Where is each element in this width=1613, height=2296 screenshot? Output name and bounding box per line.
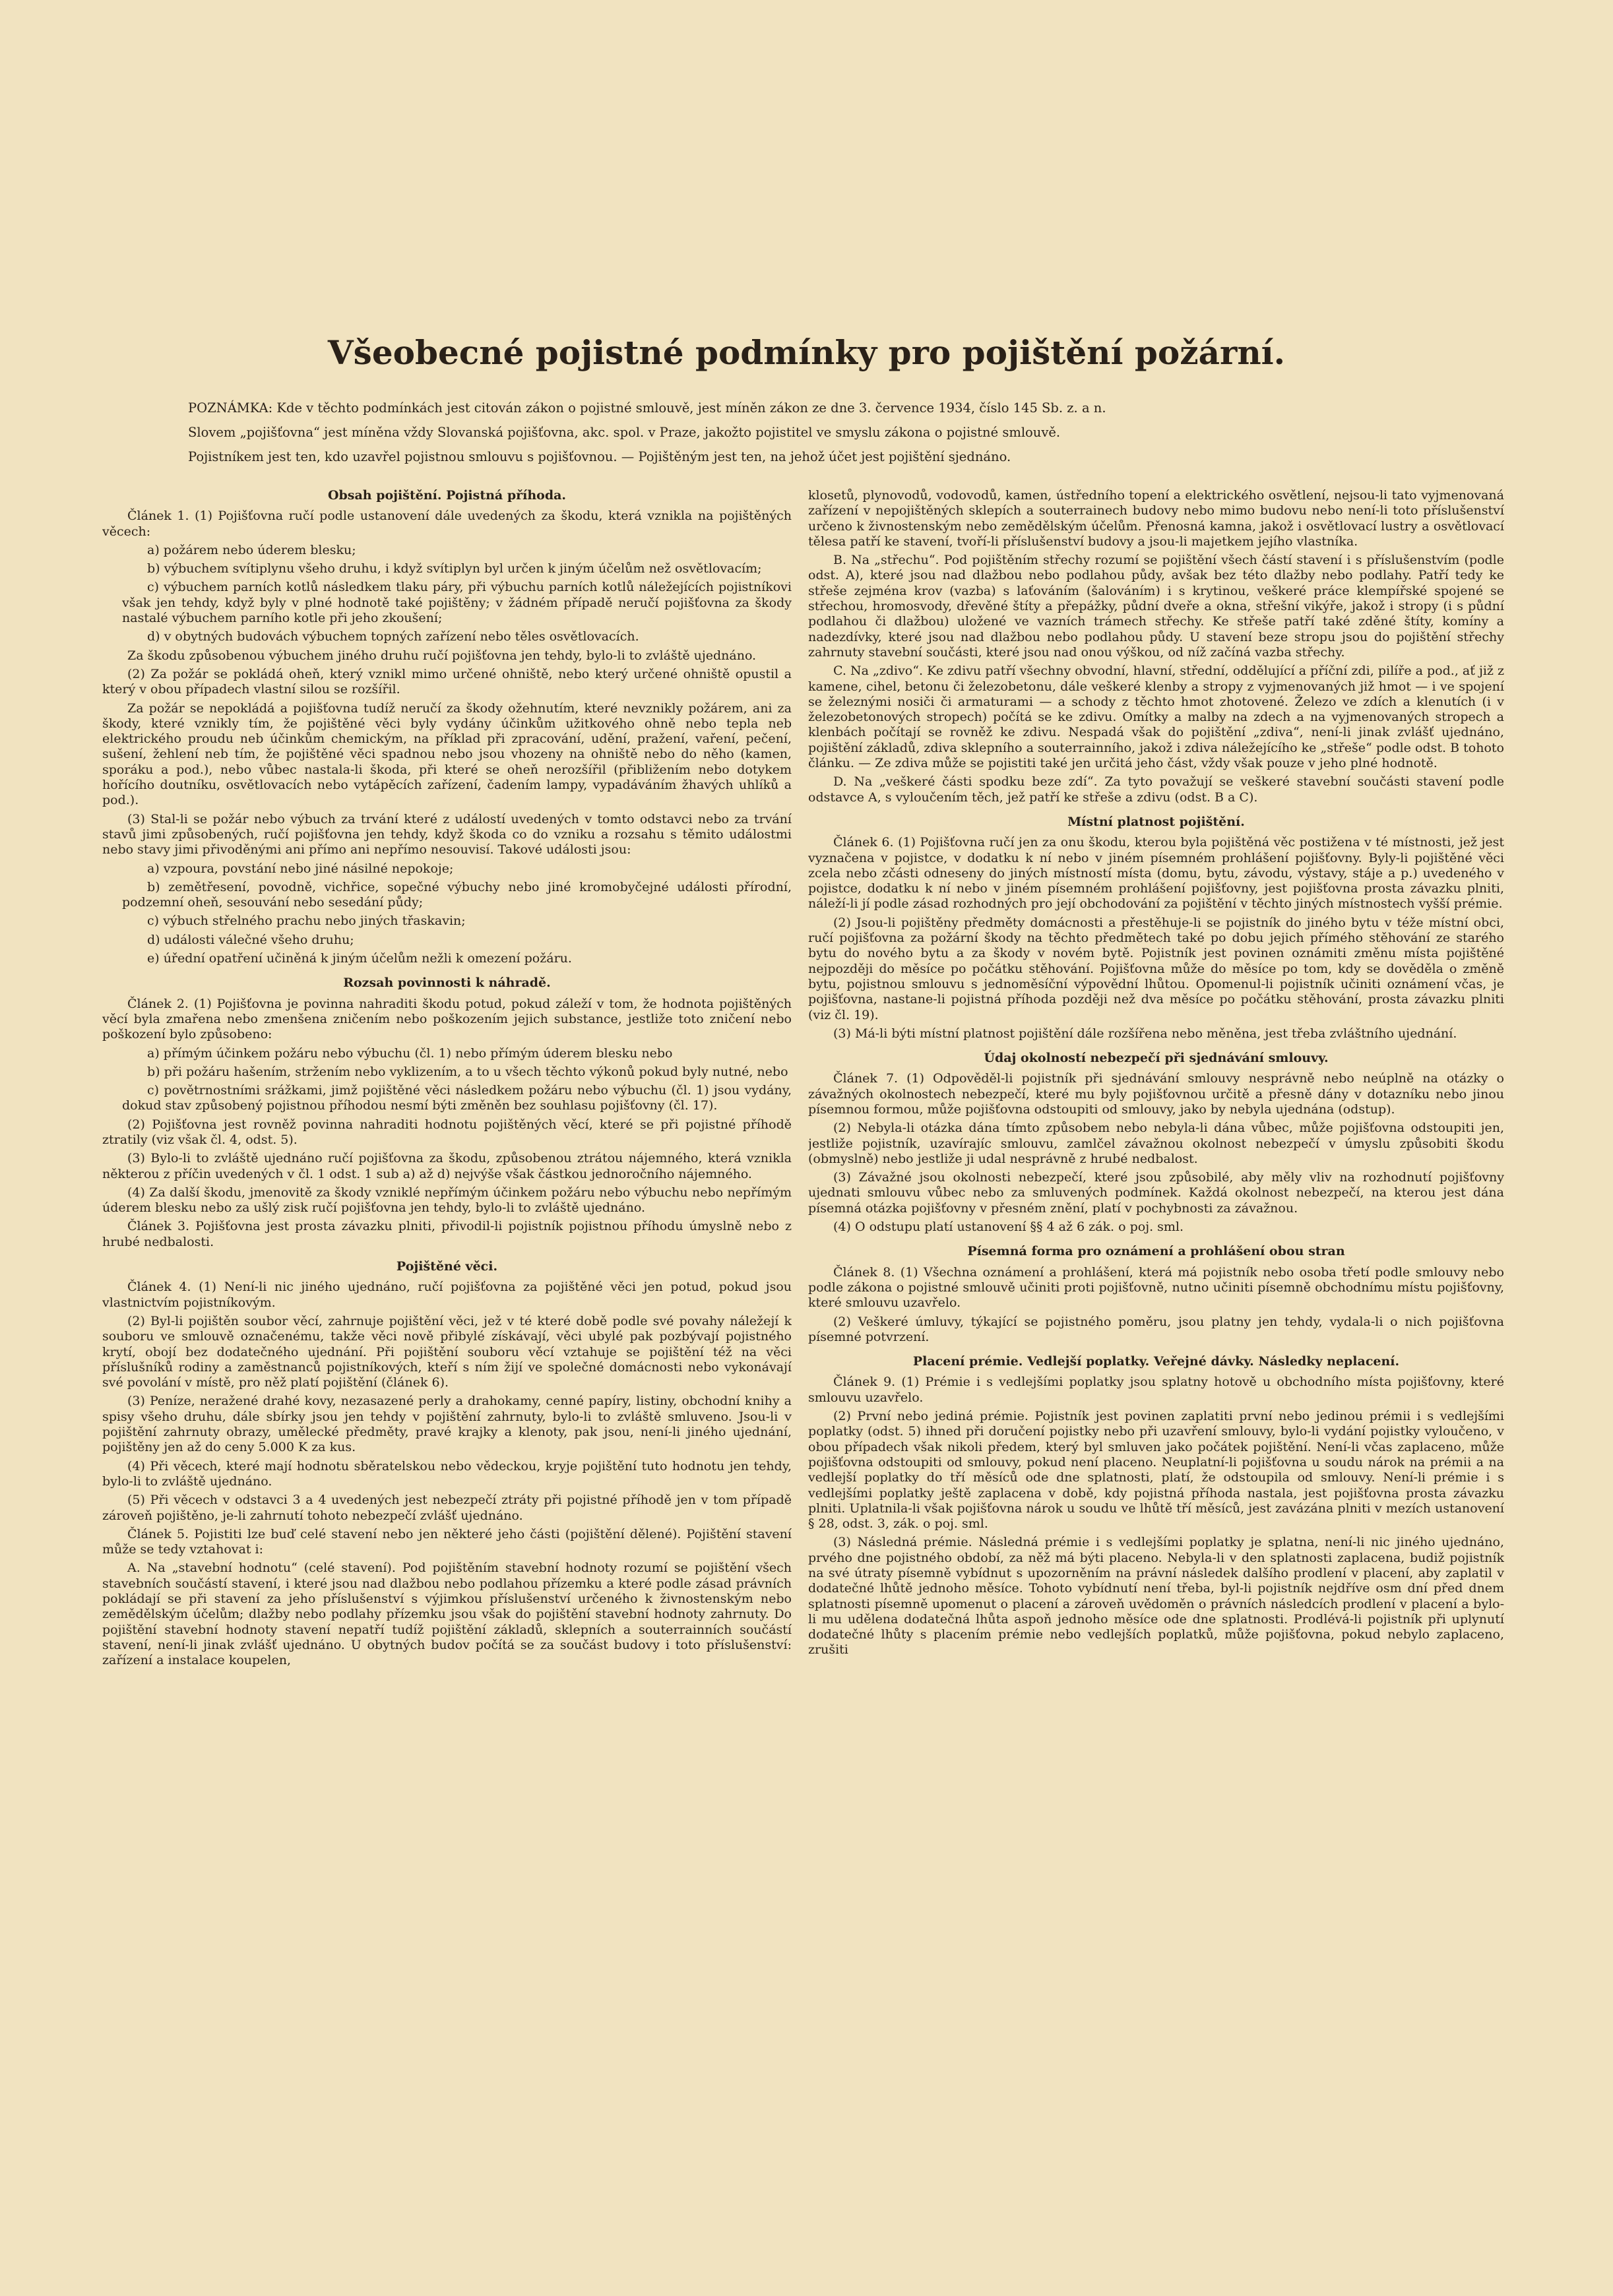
paragraph: Článek 3. Pojišťovna jest prosta závazku plniti, přivodil-li pojistník pojistnou příhodu úmyslně nebo z hrubé nedbalosti. [102,1219,792,1249]
paragraph: (3) Stal-li se požár nebo výbuch za trvání které z událostí uvedených v tomto odstavci nebo za trvání stavů jimi způsobených, ručí pojišťovna jen tehdy, když škoda co do vzniku a rozsahu s těmito událostmi nebo stavy jimi přivoděnými ani přímo ani nepřímo nesouvisí. Takové události jsou: [102,811,792,857]
section-heading: Údaj okolností nebezpečí při sjednávání smlouvy. [984,1051,1329,1066]
list-item: c) povětrnostními srážkami, jimž pojištěné věci následkem požáru nebo výbuchu (čl. 1) jsou vydány, dokud stav způsobený pojistnou příhodou nesmí býti změněn bez souhlasu pojišťovny (čl. 17). [122,1083,792,1113]
paragraph: Článek 4. (1) Není-li nic jiného ujednáno, ručí pojišťovna za pojištěné věci jen potud, pokud jsou vlastnictvím pojistníkovým. [102,1280,792,1310]
paragraph-continuation: klosetů, plynovodů, vodovodů, kamen, ústředního topení a elektrického osvětlení, nejsou-li tato vyjmenovaná zařízení v nepojištěných sklepích a souterrainech budovy nebo mimo budovu nebo není-li toto příslušenství určeno k živnostenským nebo zemědělským účelům. Přenosná kamna, jakož i osvětlovací lustry a osvětlovací tělesa patří ke stavení, tvoří-li příslušenství budovy a jsou-li majetkem jejího vlastníka. [808,488,1504,549]
list-item: b) zemětřesení, povodně, vichřice, sopečné výbuchy nebo jiné kromobyčejné události přírodní, podzemní oheň, sesouvání nebo sesedání půdy; [122,879,792,910]
paragraph: A. Na „stavební hodnotu“ (celé stavení). Pod pojištěním stavební hodnoty rozumí se pojištění všech stavebních součástí stavení, i které jsou nad dlažbou nebo podlahou přízemku a které podle zásad právních pokládají se při stavení za jeho příslušenství s výjimkou příslušenství určeného k živnostenským nebo zemědělským účelům; dlažby nebo podlahy přízemku jsou však do pojištění stavební hodnoty zahrnuty. Do pojištění stavební hodnoty stavení nepatří tudíž pojištění základů, sklepních a souterrainních součástí stavení, není-li jinak zvlášť ujednáno. U obytných budov počítá se za součást budovy i toto příslušenství: zařízení a instalace koupelen, [102,1561,792,1668]
paragraph: Článek 8. (1) Všechna oznámení a prohlášení, která má pojistník nebo osoba třetí podle smlouvy nebo podle zákona o pojistné smlouvě učiniti proti pojišťovně, nutno učiniti písemně obchodnímu místu pojišťovny, které smlouvu uzavřelo. [808,1264,1504,1311]
list-item: b) při požáru hašením, stržením nebo vyklizením, a to u všech těchto výkonů pokud byly nutné, nebo [147,1064,788,1079]
paragraph: C. Na „zdivo“. Ke zdivu patří všechny obvodní, hlavní, střední, oddělující a příční zdi, pilíře a pod., ať již z kamene, cihel, betonu či železobetonu, dále veškeré klenby a stropy z vyjmenovaných již hmot — i ve spojení se železnými nosiči či armaturami — a schody z těchto hmot zhotovené. Železo ve zdích a klenutích (i v železobetonových stropech) počítá se ke zdivu. Omítky a malby na zdech a na vyjmenovaných stropech a klenbách počítají se rovněž ke zdivu. Nespadá však do pojištění „zdiva“, není-li jinak zvlášť ujednáno, pojištění základů, zdiva sklepního a souterrainního, jakož i zdiva náležejícího ke „střeše“ podle odst. B tohoto článku. — Ze zdiva může se pojistiti také jen určitá jeho část, vždy však pouze v jeho plné hodnotě. [808,664,1504,771]
left-column [102,488,792,2269]
paragraph: (4) Při věcech, které mají hodnotu sběratelskou nebo vědeckou, kryje pojištění tuto hodnotu jen tehdy, bylo-li to zvláště ujednáno. [102,1458,792,1489]
preliminary-note [188,396,1428,475]
paragraph: Článek 2. (1) Pojišťovna je povinna nahraditi škodu potud, pokud záleží v tom, že hodnota pojištěných věcí byla zmařena nebo zmenšena zničením nebo poškozením jejich substance, jestliže toto zničení nebo poškození bylo způsobeno: [102,996,792,1042]
section-heading: Pojištěné věci. [396,1259,498,1274]
paragraph: (2) První nebo jediná prémie. Pojistník jest povinen zaplatiti první nebo jedinou prémii i s vedlejšími poplatky (odst. 5) ihned při doručení pojistky nebo při uzavření smlouvy, bylo-li vydání pojistky vyloučeno, v obou případech však nikoli předem, který byl smluven jako počátek pojištění. Není-li včas zaplaceno, může pojišťovna odstoupiti od smlouvy, pokud není placeno. Neuplatní-li pojišťovna u soudu nárok na prémii a na vedlejší poplatky do tří měsíců ode dne splatnosti, platí, že odstoupila od smlouvy. Není-li prémie i s vedlejšími poplatky ještě zaplacena v době, kdy pojistná příhoda nastala, jest pojišťovna prosta závazku plniti. Uplatnila-li však pojišťovna nárok u soudu ve lhůtě tří měsíců, jest zavázána plniti v mezích ustanovení § 28, odst. 3, zák. o poj. sml. [808,1409,1504,1532]
paragraph: Článek 7. (1) Odpověděl-li pojistník při sjednávání smlouvy nesprávně nebo neúplně na otázky o závažných okolnostech nebezpečí, které mu byly pojišťovnou určitě a přesně dány v dotazníku nebo jinou písemnou formou, může pojišťovna odstoupiti od smlouvy, jako by nebyla ujednána (odstup). [808,1071,1504,1117]
document-title: Všeobecné pojistné podmínky pro pojištění požární. [327,333,1286,372]
paragraph: (3) Závažné jsou okolnosti nebezpečí, které jsou způsobilé, aby měly vliv na rozhodnutí pojišťovny ujednati smlouvu vůbec nebo za smluvených podmínek. Každá okolnost nebezpečí, na kterou jest dána písemná otázka pojišťovny v přesném znění, platí v pochybnosti za závažnou. [808,1170,1504,1216]
right-column [808,488,1504,2269]
section-heading: Písemná forma pro oznámení a prohlášení obou stran [967,1244,1345,1259]
paragraph: (2) Pojišťovna jest rovněž povinna nahraditi hodnotu pojištěných věcí, které se při pojistné příhodě ztratily (viz však čl. 4, odst. 5). [102,1117,792,1147]
paragraph: (5) Při věcech v odstavci 3 a 4 uvedených jest nebezpečí ztráty při pojistné příhodě jen v tom případě zároveň pojištěno, je-li zahrnutí tohoto nebezpečí zvlášť ujednáno. [102,1493,792,1523]
list-item: b) výbuchem svítiplynu všeho druhu, i když svítiplyn byl určen k jiným účelům než osvětlovacím; [147,561,762,576]
list-item: c) výbuch střelného prachu nebo jiných třaskavin; [147,914,466,929]
paragraph: B. Na „střechu“. Pod pojištěním střechy rozumí se pojištění všech částí stavení i s příslušenstvím (podle odst. A), které jsou nad dlažbou nebo podlahou půdy, avšak bez této dlažby nebo podlahy. Patří tedy ke střeše zejména krov (vazba) s laťováním (šalováním) i s krytinou, veškeré práce klempířské spojené se střechou, hromosvody, dřevěné štíty a přepážky, půdní dveře a okna, střešní vikýře, jakož i stropy (i s půdní podlahou či dlažbou) uložené ve vazních trámech střechy. Ke střeše patří také zděné štíty, komíny a nadezdívky, které jsou nad dlažbou nebo podlahou půdy. U stavení beze stropu jsou do pojištění střechy zahrnuty stavební součásti, které jsou nad onou výškou, od níž začíná vazba střechy. [808,553,1504,660]
paragraph: Za požár se nepokládá a pojišťovna tudíž neručí za škody ožehnutím, které nevznikly požárem, ani za škody, které vznikly tím, že pojištěné věci byly vydány účinkům užitkového ohně nebo tepla neb elektrického proudu neb účinkům chemickým, na příklad při zpracování, udění, pražení, vaření, pečení, sušení, žehlení neb tím, že pojištěné věci spadnou nebo jsou vhozeny na ohniště nebo do něho (kamen, sporáku a pod.), nebo vůbec nastala-li škoda, při které se oheň nerozšířil (přibližením nebo dotykem hořícího doutníku, osvětlovacích nebo vytápěcích zařízení, čadením lampy, vypadáváním žhavých uhlíků a pod.). [102,700,792,808]
paragraph: (4) O odstupu platí ustanovení §§ 4 až 6 zák. o poj. sml. [833,1220,1184,1235]
list-item: d) v obytných budovách výbuchem topných zařízení nebo těles osvětlovacích. [147,629,639,644]
list-item: d) události válečné všeho druhu; [147,932,354,947]
section-heading: Obsah pojištění. Pojistná příhoda. [327,488,567,503]
paragraph: (2) Veškeré úmluvy, týkající se pojistného poměru, jsou platny jen tehdy, vydala-li o nich pojišťovna písemné potvrzení. [808,1314,1504,1344]
paragraph: (2) Nebyla-li otázka dána tímto způsobem nebo nebyla-li dána vůbec, může pojišťovna odstoupiti jen, jestliže pojistník, uzavírajíc smlouvu, zamlčel závažnou okolnost nebezpečí v úmyslu způsobiti škodu (obmyslně) nebo jestliže ji udal nesprávně z hrubé nedbalost. [808,1121,1504,1166]
list-item: a) vzpoura, povstání nebo jiné násilné nepokoje; [147,861,454,876]
paragraph: Za škodu způsobenou výbuchem jiného druhu ručí pojišťovna jen tehdy, bylo-li to zvláště ujednáno. [127,648,757,663]
list-item: e) úřední opatření učiněná k jiným účelům nežli k omezení požáru. [147,951,572,966]
paragraph: Článek 9. (1) Prémie i s vedlejšími poplatky jsou splatny hotově u obchodního místa pojišťovny, které smlouvu uzavřelo. [808,1375,1504,1405]
paragraph: (3) Bylo-li to zvláště ujednáno ručí pojišťovna za škodu, způsobenou ztrátou nájemného, která vznikla některou z příčin uvedených v čl. 1 odst. 1 sub a) až d) nejvýše však částkou jednoročního nájemného. [102,1151,792,1181]
section-heading: Rozsah povinnosti k náhradě. [343,976,551,991]
list-item: c) výbuchem parních kotlů následkem tlaku páry, při výbuchu parních kotlů náležejících pojistníkovi však jen tehdy, když byly v plné hodnotě také pojištěny; v žádném případě neručí pojišťovna za škody nastalé výbuchem parního kotle při jeho zkoušení; [122,580,792,626]
paragraph: D. Na „veškeré části spodku beze zdí“. Za tyto považují se veškeré stavební součásti stavení podle odstavce A, s vyloučením těch, jež patří ke střeše a zdivu (odst. B a C). [808,774,1504,805]
list-item: a) přímým účinkem požáru nebo výbuchu (čl. 1) nebo přímým úderem blesku nebo [147,1045,673,1061]
note-line: Pojistníkem jest ten, kdo uzavřel pojistnou smlouvu s pojišťovnou. — Pojištěným jest ten, na jehož účet jest pojištění sjednáno. [188,449,1011,464]
paragraph: Článek 1. (1) Pojišťovna ručí podle ustanovení dále uvedených za škodu, která vznikla na pojištěných věcech: [102,509,792,539]
section-heading: Placení prémie. Vedlejší poplatky. Veřejné dávky. Následky neplacení. [912,1354,1400,1369]
paragraph: (3) Peníze, neražené drahé kovy, nezasazené perly a drahokamy, cenné papíry, listiny, obchodní knihy a spisy všeho druhu, dále sbírky jsou jen tehdy v pojištění zahrnuty, bylo-li to zvláště smluveno. Jsou-li v pojištění zahrnuty obrazy, umělecké předměty, pravé krajky a klenoty, pak jsou, není-li jiného ujednání, pojištěny jen až do ceny 5.000 K za kus. [102,1394,792,1455]
paragraph: Článek 6. (1) Pojišťovna ručí jen za onu škodu, kterou byla pojištěná věc postižena v té místnosti, jež jest vyznačena v pojistce, v dodatku k ní nebo v jiném písemném prohlášení pojišťovny. Byly-li pojištěné věci zcela nebo zčásti odneseny do jiných místností místa (domu, bytu, závodu, výstavy, stáje a p.) uvedeného v pojistce, dodatku k ní nebo v jiném písemném prohlášení pojišťovny, jest pojišťovna prosta závazku plniti, náleží-li jí podle zásad rozhodných pro její obchodování za pojištění v těchto jiných místnostech vyšší prémie. [808,835,1504,912]
note-line: Slovem „pojišťovna“ jest míněna vždy Slovanská pojišťovna, akc. spol. v Praze, jakožto pojistitel ve smyslu zákona o pojistné smlouvě. [188,425,1061,440]
paragraph: (2) Byl-li pojištěn soubor věcí, zahrnuje pojištění věci, jež v té které době podle své povahy náležejí k souboru ve smlouvě označenému, takže věci nově přibylé získávají, věci ubylé pak pozbývají pojistného krytí, obojí bez dodatečného ujednání. Při pojištění souboru věcí vztahuje se pojištění též na věci příslušníků rodiny a zaměstnanců pojistníkových, kteří s ním žijí ve společné domácnosti nebo vykonávají své povolání v místě, pro něž platí pojištění (článek 6). [102,1313,792,1390]
paragraph: (4) Za další škodu, jmenovitě za škody vzniklé nepřímým účinkem požáru nebo výbuchu nebo nepřímým úderem blesku nebo za ušlý zisk ručí pojišťovna jen tehdy, bylo-li to zvláště ujednáno. [102,1185,792,1216]
paragraph: (3) Následná prémie. Následná prémie i s vedlejšími poplatky je splatna, není-li nic jiného ujednáno, prvého dne pojistného období, za něž má býti placeno. Nebyla-li v den splatnosti zaplacena, budiž pojistník na své útraty písemně vybídnut s upozorněním na právní následek dalšího prodlení v placení, aby zaplatil v dodatečné lhůtě jednoho měsíce. Tohoto vybídnutí není třeba, byl-li pojistník nejdříve osm dní před dnem splatnosti písemně upomenut o placení a zároveň uvědoměn o právních následcích prodlení v placení a bylo-li mu udělena dodatečná lhůta aspoň jednoho měsíce ode dne splatnosti. Prodlévá-li pojistník při uplynutí dodatečné lhůty s placením prémie nebo vedlejších poplatků, může pojišťovna, pokud nebylo zaplaceno, zrušiti [808,1535,1504,1658]
note-line: POZNÁMKA: Kde v těchto podmínkách jest citován zákon o pojistné smlouvě, jest míněn zákon ze dne 3. července 1934, číslo 145 Sb. z. a n. [188,400,1106,416]
paragraph: (3) Má-li býti místní platnost pojištění dále rozšířena nebo měněna, jest třeba zvláštního ujednání. [833,1026,1457,1041]
list-item: a) požárem nebo úderem blesku; [147,542,356,557]
paragraph: Článek 5. Pojistiti lze buď celé stavení nebo jen některé jeho části (pojištění dělené). Pojištění stavení může se tedy vztahovat i: [102,1526,792,1557]
paragraph: (2) Jsou-li pojištěny předměty domácnosti a přestěhuje-li se pojistník do jiného bytu v téže místní obci, ručí pojišťovna za požární škody na těchto předmětech také po dobu jejich přímého stěhování ze starého bytu do nového bytu a za škody v novém bytě. Pojistník jest povinen oznámiti změnu místa pojištěné nejpozději do měsíce po počátku stěhování. Pojišťovna může do měsíce po tom, kdy se dověděla o změně bytu, pojistnou smlouvu s jednoměsíční výpovědní lhůtou. Opomenul-li pojistník učiniti oznámení včas, je pojišťovna, nastane-li pojistná příhoda později než dva měsíce po počátku stěhování, prosta závazku plniti (viz čl. 19). [808,915,1504,1022]
paragraph: (2) Za požár se pokládá oheň, který vznikl mimo určené ohniště, nebo který určené ohniště opustil a který v obou případech vlastní silou se rozšířil. [102,666,792,697]
section-heading: Místní platnost pojištění. [1067,814,1245,829]
